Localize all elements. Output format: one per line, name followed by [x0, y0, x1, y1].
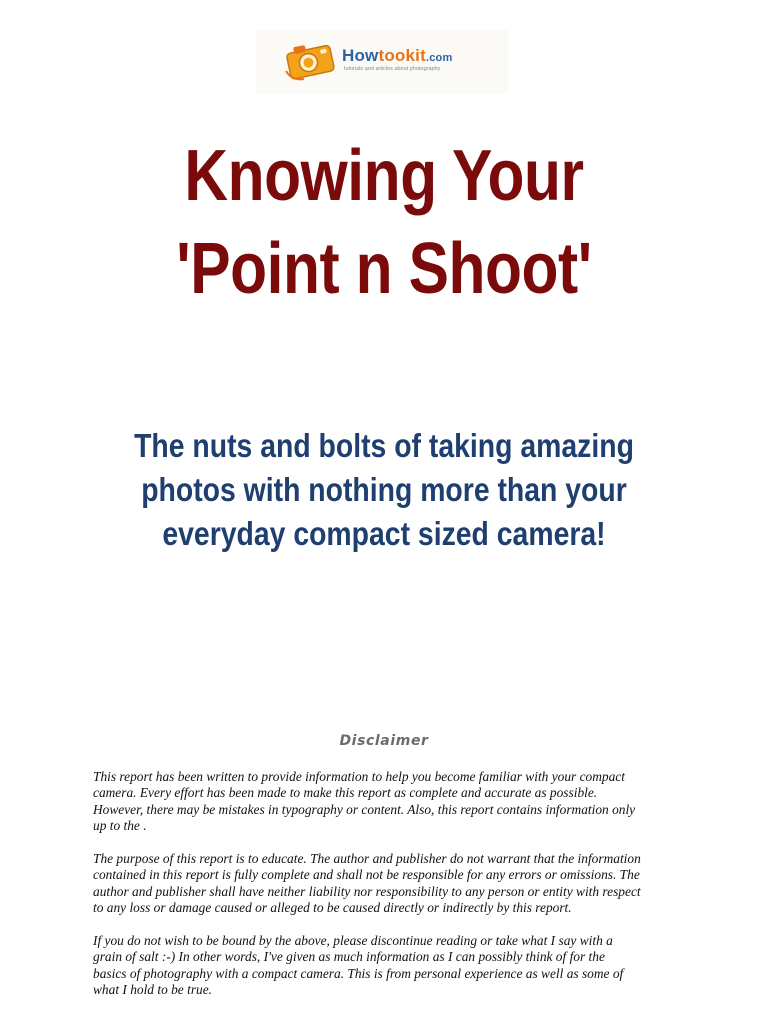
disclaimer-line: If you do not wish to be bound by the above, please discontinue reading or take what I say with a: [93, 933, 613, 949]
disclaimer-line: what I hold to be true.: [93, 982, 213, 998]
disclaimer-line: author and publisher shall have neither liability nor responsibility to any person or entity with respect: [93, 883, 641, 899]
logo-tookit-text: tookit: [378, 46, 426, 65]
disclaimer-line: contained in this report is fully complete and shall not be responsible for any errors or omissions. The: [93, 867, 640, 883]
disclaimer-line: basics of photography with a compact camera. This is from personal experience as well as some of: [93, 965, 624, 981]
disclaimer-line: This report has been written to provide information to help you become familiar with your compact: [93, 769, 625, 784]
howtookit-logo: [256, 30, 508, 94]
logo-tagline: tutorials and articles about photography: [344, 66, 441, 72]
disclaimer-body: [93, 769, 693, 1015]
disclaimer-paragraph: [93, 933, 693, 999]
title-line-1: Knowing Your: [184, 136, 584, 216]
disclaimer-line: to any loss or damage caused or alleged to be caused directly or indirectly by this report.: [93, 900, 572, 916]
disclaimer-line: camera. Every effort has been made to make this report as complete and accurate as possible.: [93, 785, 598, 801]
logo-how-text: How: [342, 46, 379, 65]
document-subtitle: [54, 424, 714, 556]
disclaimer-paragraph: [93, 769, 693, 835]
disclaimer-line: The purpose of this report is to educate. The author and publisher do not warrant that the information: [93, 851, 641, 867]
title-line-2: 'Point n Shoot': [176, 229, 592, 309]
disclaimer-line: However, there may be mistakes in typography or content. Also, this report contains information only: [93, 801, 636, 817]
subtitle-line-3: everyday compact sized camera!: [162, 515, 606, 552]
subtitle-line-2: photos with nothing more than your: [141, 471, 627, 508]
disclaimer-line: up to the .: [93, 818, 147, 834]
disclaimer-paragraph: [93, 851, 693, 917]
disclaimer-line: grain of salt :-) In other words, I've given as much information as I can possibly think of for the: [93, 949, 605, 965]
logo-com-text: .com: [425, 52, 453, 64]
disclaimer-heading: Disclaimer: [339, 733, 429, 749]
subtitle-line-1: The nuts and bolts of taking amazing: [134, 427, 634, 464]
logo-wordmark: [342, 46, 452, 66]
camera-logo-icon: [282, 37, 340, 83]
document-title: [61, 130, 706, 316]
